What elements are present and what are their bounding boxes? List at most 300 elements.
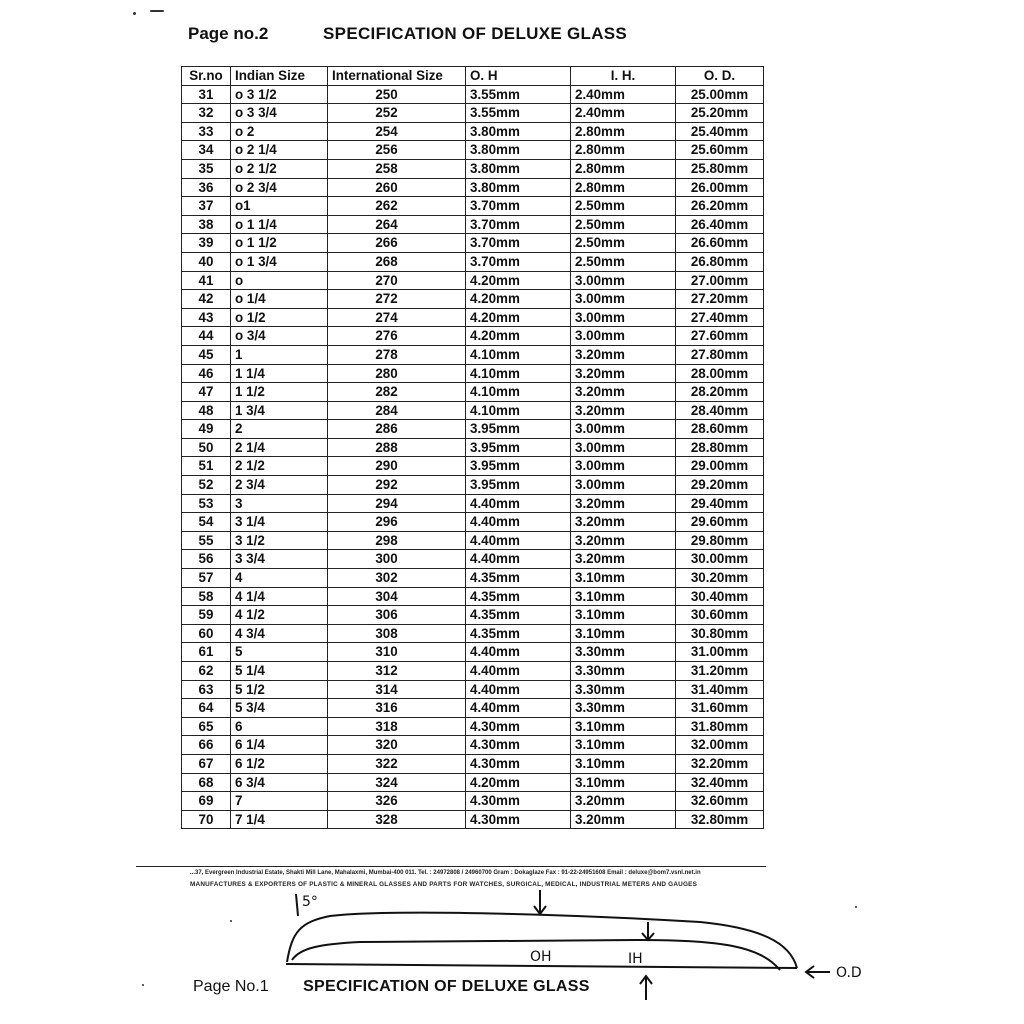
cell-sr-no: 55 <box>182 531 231 550</box>
column-header-indian-size: Indian Size <box>231 67 328 86</box>
cell-international-size: 320 <box>328 736 466 755</box>
cell-international-size: 318 <box>328 717 466 736</box>
column-header-international-size: International Size <box>328 67 466 86</box>
cell-oh: 4.30mm <box>466 736 571 755</box>
cell-od: 25.20mm <box>676 104 764 123</box>
cell-international-size: 262 <box>328 197 466 216</box>
cell-sr-no: 45 <box>182 345 231 364</box>
cell-ih: 3.20mm <box>571 513 676 532</box>
cell-international-size: 304 <box>328 587 466 606</box>
cell-international-size: 326 <box>328 792 466 811</box>
cell-oh: 4.40mm <box>466 643 571 662</box>
cell-ih: 2.80mm <box>571 178 676 197</box>
cell-oh: 4.20mm <box>466 327 571 346</box>
cell-international-size: 300 <box>328 550 466 569</box>
table-row <box>182 736 764 755</box>
table-row <box>182 513 764 532</box>
cell-oh: 4.40mm <box>466 662 571 681</box>
cell-indian-size: 2 3/4 <box>231 476 328 495</box>
cell-oh: 3.55mm <box>466 104 571 123</box>
cell-od: 27.00mm <box>676 271 764 290</box>
cell-sr-no: 53 <box>182 494 231 513</box>
cell-od: 28.40mm <box>676 401 764 420</box>
cell-od: 32.60mm <box>676 792 764 811</box>
cell-international-size: 324 <box>328 773 466 792</box>
cell-sr-no: 65 <box>182 717 231 736</box>
cell-oh: 4.20mm <box>466 290 571 309</box>
cell-ih: 3.30mm <box>571 643 676 662</box>
od-label: O.D <box>836 965 862 981</box>
cell-oh: 4.35mm <box>466 569 571 588</box>
cell-sr-no: 35 <box>182 159 231 178</box>
table-row <box>182 271 764 290</box>
cell-oh: 3.95mm <box>466 438 571 457</box>
cell-oh: 3.70mm <box>466 215 571 234</box>
cell-oh: 4.40mm <box>466 513 571 532</box>
cell-international-size: 312 <box>328 662 466 681</box>
scan-speck <box>150 10 164 12</box>
cell-international-size: 250 <box>328 85 466 104</box>
cell-indian-size: 5 1/4 <box>231 662 328 681</box>
cell-ih: 3.10mm <box>571 773 676 792</box>
cell-sr-no: 58 <box>182 587 231 606</box>
cell-indian-size: 4 1/2 <box>231 606 328 625</box>
cell-od: 28.20mm <box>676 383 764 402</box>
cell-od: 27.40mm <box>676 308 764 327</box>
cell-oh: 4.30mm <box>466 754 571 773</box>
cell-indian-size: 6 <box>231 717 328 736</box>
cell-od: 29.20mm <box>676 476 764 495</box>
cell-sr-no: 37 <box>182 197 231 216</box>
cell-ih: 3.00mm <box>571 290 676 309</box>
cell-indian-size: o 2 1/4 <box>231 141 328 160</box>
cell-sr-no: 33 <box>182 122 231 141</box>
cell-indian-size: o 3 3/4 <box>231 104 328 123</box>
cell-sr-no: 49 <box>182 420 231 439</box>
cell-indian-size: o 3/4 <box>231 327 328 346</box>
table-row <box>182 401 764 420</box>
cell-oh: 4.35mm <box>466 587 571 606</box>
cell-ih: 3.20mm <box>571 810 676 829</box>
cell-oh: 4.10mm <box>466 364 571 383</box>
cell-od: 29.40mm <box>676 494 764 513</box>
cell-sr-no: 47 <box>182 383 231 402</box>
cell-sr-no: 31 <box>182 85 231 104</box>
cell-international-size: 268 <box>328 252 466 271</box>
cell-international-size: 256 <box>328 141 466 160</box>
cell-sr-no: 64 <box>182 699 231 718</box>
cell-indian-size: 5 1/2 <box>231 680 328 699</box>
cell-sr-no: 51 <box>182 457 231 476</box>
cell-od: 31.00mm <box>676 643 764 662</box>
cell-ih: 2.80mm <box>571 141 676 160</box>
table-row <box>182 438 764 457</box>
table-row <box>182 699 764 718</box>
cell-ih: 3.20mm <box>571 494 676 513</box>
cell-indian-size: 2 <box>231 420 328 439</box>
cell-international-size: 310 <box>328 643 466 662</box>
table-row <box>182 569 764 588</box>
cell-international-size: 258 <box>328 159 466 178</box>
cell-indian-size: 1 3/4 <box>231 401 328 420</box>
column-header-oh: O. H <box>466 67 571 86</box>
cell-od: 32.00mm <box>676 736 764 755</box>
cell-ih: 2.80mm <box>571 159 676 178</box>
table-row <box>182 178 764 197</box>
cell-ih: 3.20mm <box>571 383 676 402</box>
cell-od: 31.40mm <box>676 680 764 699</box>
cell-oh: 4.20mm <box>466 773 571 792</box>
cell-oh: 4.10mm <box>466 345 571 364</box>
cell-international-size: 314 <box>328 680 466 699</box>
cell-ih: 3.00mm <box>571 476 676 495</box>
cell-indian-size: o 1 1/4 <box>231 215 328 234</box>
cell-oh: 4.10mm <box>466 401 571 420</box>
cell-international-size: 254 <box>328 122 466 141</box>
cell-sr-no: 42 <box>182 290 231 309</box>
cell-international-size: 322 <box>328 754 466 773</box>
od-arrow <box>806 966 830 978</box>
cell-od: 28.60mm <box>676 420 764 439</box>
cell-sr-no: 56 <box>182 550 231 569</box>
cell-od: 26.80mm <box>676 252 764 271</box>
oh-arrow <box>534 890 546 914</box>
cell-oh: 3.80mm <box>466 122 571 141</box>
cell-ih: 3.30mm <box>571 662 676 681</box>
cell-ih: 2.40mm <box>571 85 676 104</box>
cell-sr-no: 62 <box>182 662 231 681</box>
cell-sr-no: 67 <box>182 754 231 773</box>
cell-oh: 4.20mm <box>466 308 571 327</box>
cell-ih: 2.50mm <box>571 252 676 271</box>
cell-oh: 4.35mm <box>466 606 571 625</box>
cell-od: 30.80mm <box>676 624 764 643</box>
cell-ih: 3.00mm <box>571 271 676 290</box>
cell-international-size: 286 <box>328 420 466 439</box>
cell-sr-no: 41 <box>182 271 231 290</box>
table-row <box>182 290 764 309</box>
cell-od: 29.60mm <box>676 513 764 532</box>
cell-ih: 2.50mm <box>571 215 676 234</box>
cell-ih: 3.10mm <box>571 587 676 606</box>
table-header-row <box>182 67 764 86</box>
cell-ih: 3.10mm <box>571 717 676 736</box>
cell-sr-no: 52 <box>182 476 231 495</box>
angle-marker <box>296 894 298 916</box>
cell-sr-no: 46 <box>182 364 231 383</box>
cell-od: 25.40mm <box>676 122 764 141</box>
cell-oh: 3.80mm <box>466 159 571 178</box>
cell-international-size: 278 <box>328 345 466 364</box>
cell-ih: 3.10mm <box>571 569 676 588</box>
cell-ih: 3.20mm <box>571 364 676 383</box>
cell-sr-no: 60 <box>182 624 231 643</box>
cell-ih: 3.20mm <box>571 345 676 364</box>
cell-indian-size: 4 1/4 <box>231 587 328 606</box>
ih-label: IH <box>628 951 643 967</box>
cell-indian-size: o 2 3/4 <box>231 178 328 197</box>
cell-indian-size: o 2 <box>231 122 328 141</box>
cell-international-size: 302 <box>328 569 466 588</box>
cell-indian-size: o1 <box>231 197 328 216</box>
cell-oh: 3.80mm <box>466 178 571 197</box>
cell-od: 25.80mm <box>676 159 764 178</box>
table-row <box>182 476 764 495</box>
footer-page-number: Page No.1 <box>193 978 269 995</box>
cell-od: 27.20mm <box>676 290 764 309</box>
table-row <box>182 754 764 773</box>
table-row <box>182 234 764 253</box>
cell-indian-size: o 3 1/2 <box>231 85 328 104</box>
cell-indian-size: 1 <box>231 345 328 364</box>
table-row <box>182 457 764 476</box>
cell-oh: 4.40mm <box>466 680 571 699</box>
cell-indian-size: 5 <box>231 643 328 662</box>
cell-international-size: 282 <box>328 383 466 402</box>
table-row <box>182 85 764 104</box>
table-row <box>182 159 764 178</box>
table-row <box>182 587 764 606</box>
cell-indian-size: o 1 1/2 <box>231 234 328 253</box>
cell-international-size: 292 <box>328 476 466 495</box>
cell-oh: 4.40mm <box>466 550 571 569</box>
cell-ih: 2.50mm <box>571 197 676 216</box>
cell-od: 27.60mm <box>676 327 764 346</box>
cell-ih: 3.10mm <box>571 624 676 643</box>
cell-ih: 3.20mm <box>571 401 676 420</box>
cell-sr-no: 39 <box>182 234 231 253</box>
cell-oh: 3.80mm <box>466 141 571 160</box>
cell-international-size: 284 <box>328 401 466 420</box>
cell-oh: 3.95mm <box>466 420 571 439</box>
cell-oh: 3.70mm <box>466 234 571 253</box>
table-row <box>182 643 764 662</box>
cell-international-size: 252 <box>328 104 466 123</box>
cell-od: 28.00mm <box>676 364 764 383</box>
cell-ih: 3.10mm <box>571 736 676 755</box>
cell-ih: 3.30mm <box>571 699 676 718</box>
cell-indian-size: 3 1/4 <box>231 513 328 532</box>
cell-international-size: 316 <box>328 699 466 718</box>
cell-indian-size: o 2 1/2 <box>231 159 328 178</box>
cell-od: 27.80mm <box>676 345 764 364</box>
table-row <box>182 606 764 625</box>
table-row <box>182 383 764 402</box>
cell-oh: 3.95mm <box>466 476 571 495</box>
cell-indian-size: 1 1/2 <box>231 383 328 402</box>
cell-sr-no: 40 <box>182 252 231 271</box>
cell-ih: 3.20mm <box>571 531 676 550</box>
scan-speck <box>133 12 136 15</box>
cell-ih: 3.10mm <box>571 754 676 773</box>
cell-ih: 2.40mm <box>571 104 676 123</box>
cell-sr-no: 44 <box>182 327 231 346</box>
cell-od: 32.80mm <box>676 810 764 829</box>
cell-international-size: 328 <box>328 810 466 829</box>
cell-indian-size: 4 3/4 <box>231 624 328 643</box>
cell-od: 31.20mm <box>676 662 764 681</box>
cell-sr-no: 48 <box>182 401 231 420</box>
cell-international-size: 270 <box>328 271 466 290</box>
cell-oh: 4.30mm <box>466 810 571 829</box>
cell-indian-size: o 1/4 <box>231 290 328 309</box>
cell-ih: 2.80mm <box>571 122 676 141</box>
cell-oh: 3.70mm <box>466 252 571 271</box>
cell-indian-size: 3 1/2 <box>231 531 328 550</box>
table-row <box>182 792 764 811</box>
cell-sr-no: 61 <box>182 643 231 662</box>
table-row <box>182 122 764 141</box>
cell-oh: 4.10mm <box>466 383 571 402</box>
cell-indian-size: 5 3/4 <box>231 699 328 718</box>
cell-sr-no: 38 <box>182 215 231 234</box>
cell-indian-size: 7 1/4 <box>231 810 328 829</box>
cell-od: 26.40mm <box>676 215 764 234</box>
page-number: Page no.2 <box>188 24 269 43</box>
cell-sr-no: 43 <box>182 308 231 327</box>
cell-od: 26.00mm <box>676 178 764 197</box>
table-row <box>182 773 764 792</box>
cell-od: 30.60mm <box>676 606 764 625</box>
cell-international-size: 260 <box>328 178 466 197</box>
cell-od: 28.80mm <box>676 438 764 457</box>
cell-oh: 4.30mm <box>466 792 571 811</box>
cell-oh: 4.30mm <box>466 717 571 736</box>
cell-international-size: 296 <box>328 513 466 532</box>
cell-ih: 3.00mm <box>571 420 676 439</box>
column-header-od: O. D. <box>676 67 764 86</box>
table-row <box>182 104 764 123</box>
table-row <box>182 197 764 216</box>
cell-od: 31.60mm <box>676 699 764 718</box>
cell-od: 29.00mm <box>676 457 764 476</box>
angle-label: 5° <box>302 894 318 910</box>
cell-international-size: 308 <box>328 624 466 643</box>
cell-od: 30.00mm <box>676 550 764 569</box>
table-row <box>182 364 764 383</box>
cell-od: 26.20mm <box>676 197 764 216</box>
bottom-arrow <box>640 976 652 1000</box>
cell-indian-size: o 1 3/4 <box>231 252 328 271</box>
cell-indian-size: 6 3/4 <box>231 773 328 792</box>
table-row <box>182 345 764 364</box>
cell-indian-size: o <box>231 271 328 290</box>
cell-sr-no: 34 <box>182 141 231 160</box>
cell-sr-no: 63 <box>182 680 231 699</box>
cell-ih: 3.20mm <box>571 550 676 569</box>
table-row <box>182 141 764 160</box>
page-header <box>188 24 627 44</box>
cell-international-size: 274 <box>328 308 466 327</box>
cell-indian-size: 2 1/2 <box>231 457 328 476</box>
cell-indian-size: 6 1/2 <box>231 754 328 773</box>
column-header-ih: I. H. <box>571 67 676 86</box>
cell-sr-no: 68 <box>182 773 231 792</box>
cell-indian-size: 3 <box>231 494 328 513</box>
cell-ih: 3.10mm <box>571 606 676 625</box>
table-row <box>182 550 764 569</box>
table-row <box>182 662 764 681</box>
cell-sr-no: 32 <box>182 104 231 123</box>
company-tagline: MANUFACTURES & EXPORTERS OF PLASTIC & MINERAL GLASSES AND PARTS FOR WATCHES, SURGICAL, MEDICAL, INDUSTRIAL METERS AND GAUGES <box>190 881 698 888</box>
table-row <box>182 624 764 643</box>
specification-table <box>181 66 764 829</box>
cell-international-size: 298 <box>328 531 466 550</box>
cell-ih: 2.50mm <box>571 234 676 253</box>
cell-sr-no: 66 <box>182 736 231 755</box>
cell-od: 30.40mm <box>676 587 764 606</box>
cell-international-size: 276 <box>328 327 466 346</box>
cell-indian-size: 1 1/4 <box>231 364 328 383</box>
page-title: SPECIFICATION OF DELUXE GLASS <box>323 24 628 43</box>
cell-sr-no: 57 <box>182 569 231 588</box>
cell-sr-no: 70 <box>182 810 231 829</box>
cell-international-size: 294 <box>328 494 466 513</box>
ih-arrow <box>642 922 654 940</box>
cell-ih: 3.20mm <box>571 792 676 811</box>
cell-indian-size: o 1/2 <box>231 308 328 327</box>
table-row <box>182 494 764 513</box>
cell-od: 25.00mm <box>676 85 764 104</box>
table-body <box>182 85 764 829</box>
cell-indian-size: 7 <box>231 792 328 811</box>
cell-indian-size: 4 <box>231 569 328 588</box>
cell-international-size: 306 <box>328 606 466 625</box>
cell-international-size: 288 <box>328 438 466 457</box>
cell-oh: 4.20mm <box>466 271 571 290</box>
cell-od: 31.80mm <box>676 717 764 736</box>
column-header-sr-no: Sr.no <box>182 67 231 86</box>
cell-oh: 3.95mm <box>466 457 571 476</box>
glass-profile-sketch <box>0 860 1024 1024</box>
cell-ih: 3.30mm <box>571 680 676 699</box>
cell-od: 26.60mm <box>676 234 764 253</box>
cell-sr-no: 54 <box>182 513 231 532</box>
oh-label: OH <box>530 949 552 965</box>
table-row <box>182 252 764 271</box>
cell-sr-no: 50 <box>182 438 231 457</box>
cell-indian-size: 2 1/4 <box>231 438 328 457</box>
table-row <box>182 215 764 234</box>
cell-international-size: 266 <box>328 234 466 253</box>
table-row <box>182 308 764 327</box>
cell-oh: 4.35mm <box>466 624 571 643</box>
cell-sr-no: 36 <box>182 178 231 197</box>
table-row <box>182 327 764 346</box>
table-row <box>182 531 764 550</box>
page-footer <box>193 978 590 996</box>
cell-oh: 4.40mm <box>466 531 571 550</box>
cell-oh: 3.70mm <box>466 197 571 216</box>
table-row <box>182 680 764 699</box>
cell-oh: 3.55mm <box>466 85 571 104</box>
cell-ih: 3.00mm <box>571 457 676 476</box>
cell-oh: 4.40mm <box>466 699 571 718</box>
cell-ih: 3.00mm <box>571 438 676 457</box>
cell-oh: 4.40mm <box>466 494 571 513</box>
cell-international-size: 290 <box>328 457 466 476</box>
company-address: ...37, Evergreen Industrial Estate, Shakti Mill Lane, Mahalaxmi, Mumbai-400 011. Tel. : 24972808 / 24960700 Gram : Dokaglaze Fax : 91-22-24951608 Email : deluxe@bom7.vsnl.net.in <box>190 870 701 876</box>
cell-indian-size: 3 3/4 <box>231 550 328 569</box>
cell-od: 30.20mm <box>676 569 764 588</box>
cell-od: 29.80mm <box>676 531 764 550</box>
cell-od: 32.40mm <box>676 773 764 792</box>
table-row <box>182 810 764 829</box>
cell-od: 25.60mm <box>676 141 764 160</box>
table-row <box>182 717 764 736</box>
footer-title: SPECIFICATION OF DELUXE GLASS <box>303 978 590 995</box>
cell-international-size: 264 <box>328 215 466 234</box>
